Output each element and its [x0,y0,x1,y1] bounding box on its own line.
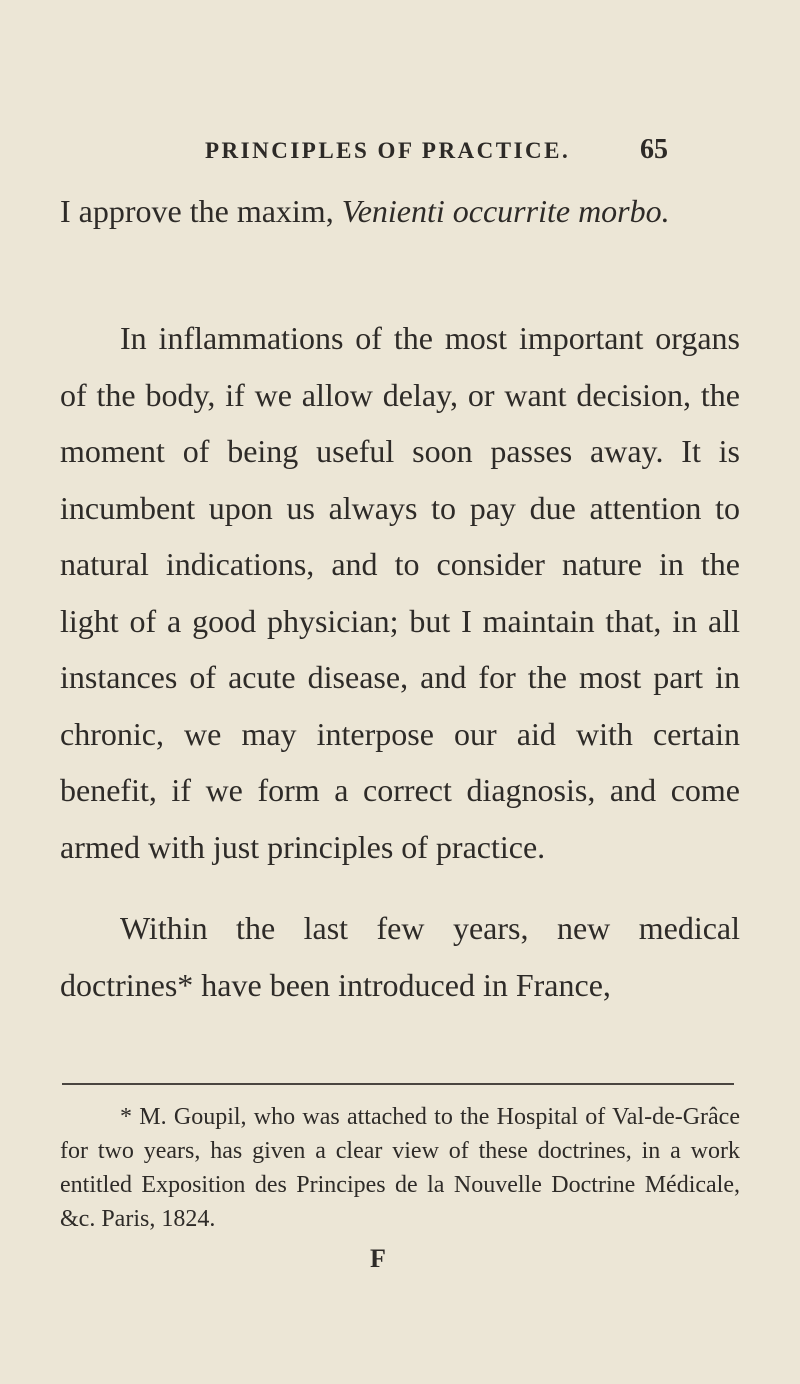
maxim-intro: I approve the maxim, [60,193,342,229]
paragraph-maxim [60,183,740,240]
page-number: 65 [640,134,668,165]
signature-mark: F [370,1244,386,1273]
footnote: * M. Goupil, who was attached to the Hospital of Val-de-Grâce for two years, has given a clear view of these doctrines, in a work entitled Exposition des Principes de la Nouvelle Doctrine Médicale, &c. Paris, 1824. [60,1104,740,1232]
footnote-divider [62,1083,734,1085]
paragraph-inflammations: In inflammations of the most important organs of the body, if we allow delay, or want decision, the moment of being useful soon passes away. It is incumbent upon us always to pay due attention to natural indications, and to consider nature in the light of a good physician; but I maintain that, in all instances of acute disease, and for the most part in chronic, we may interpose our aid with certain benefit, if we form a correct diagnosis, and come armed with just principles of practice. [60,320,740,865]
running-head: PRINCIPLES OF PRACTICE. [205,138,571,163]
maxim-latin: Venienti occurrite morbo. [341,193,670,229]
paragraph-doctrines: Within the last few years, new medical doctrines* have been introduced in France, [60,910,740,1003]
